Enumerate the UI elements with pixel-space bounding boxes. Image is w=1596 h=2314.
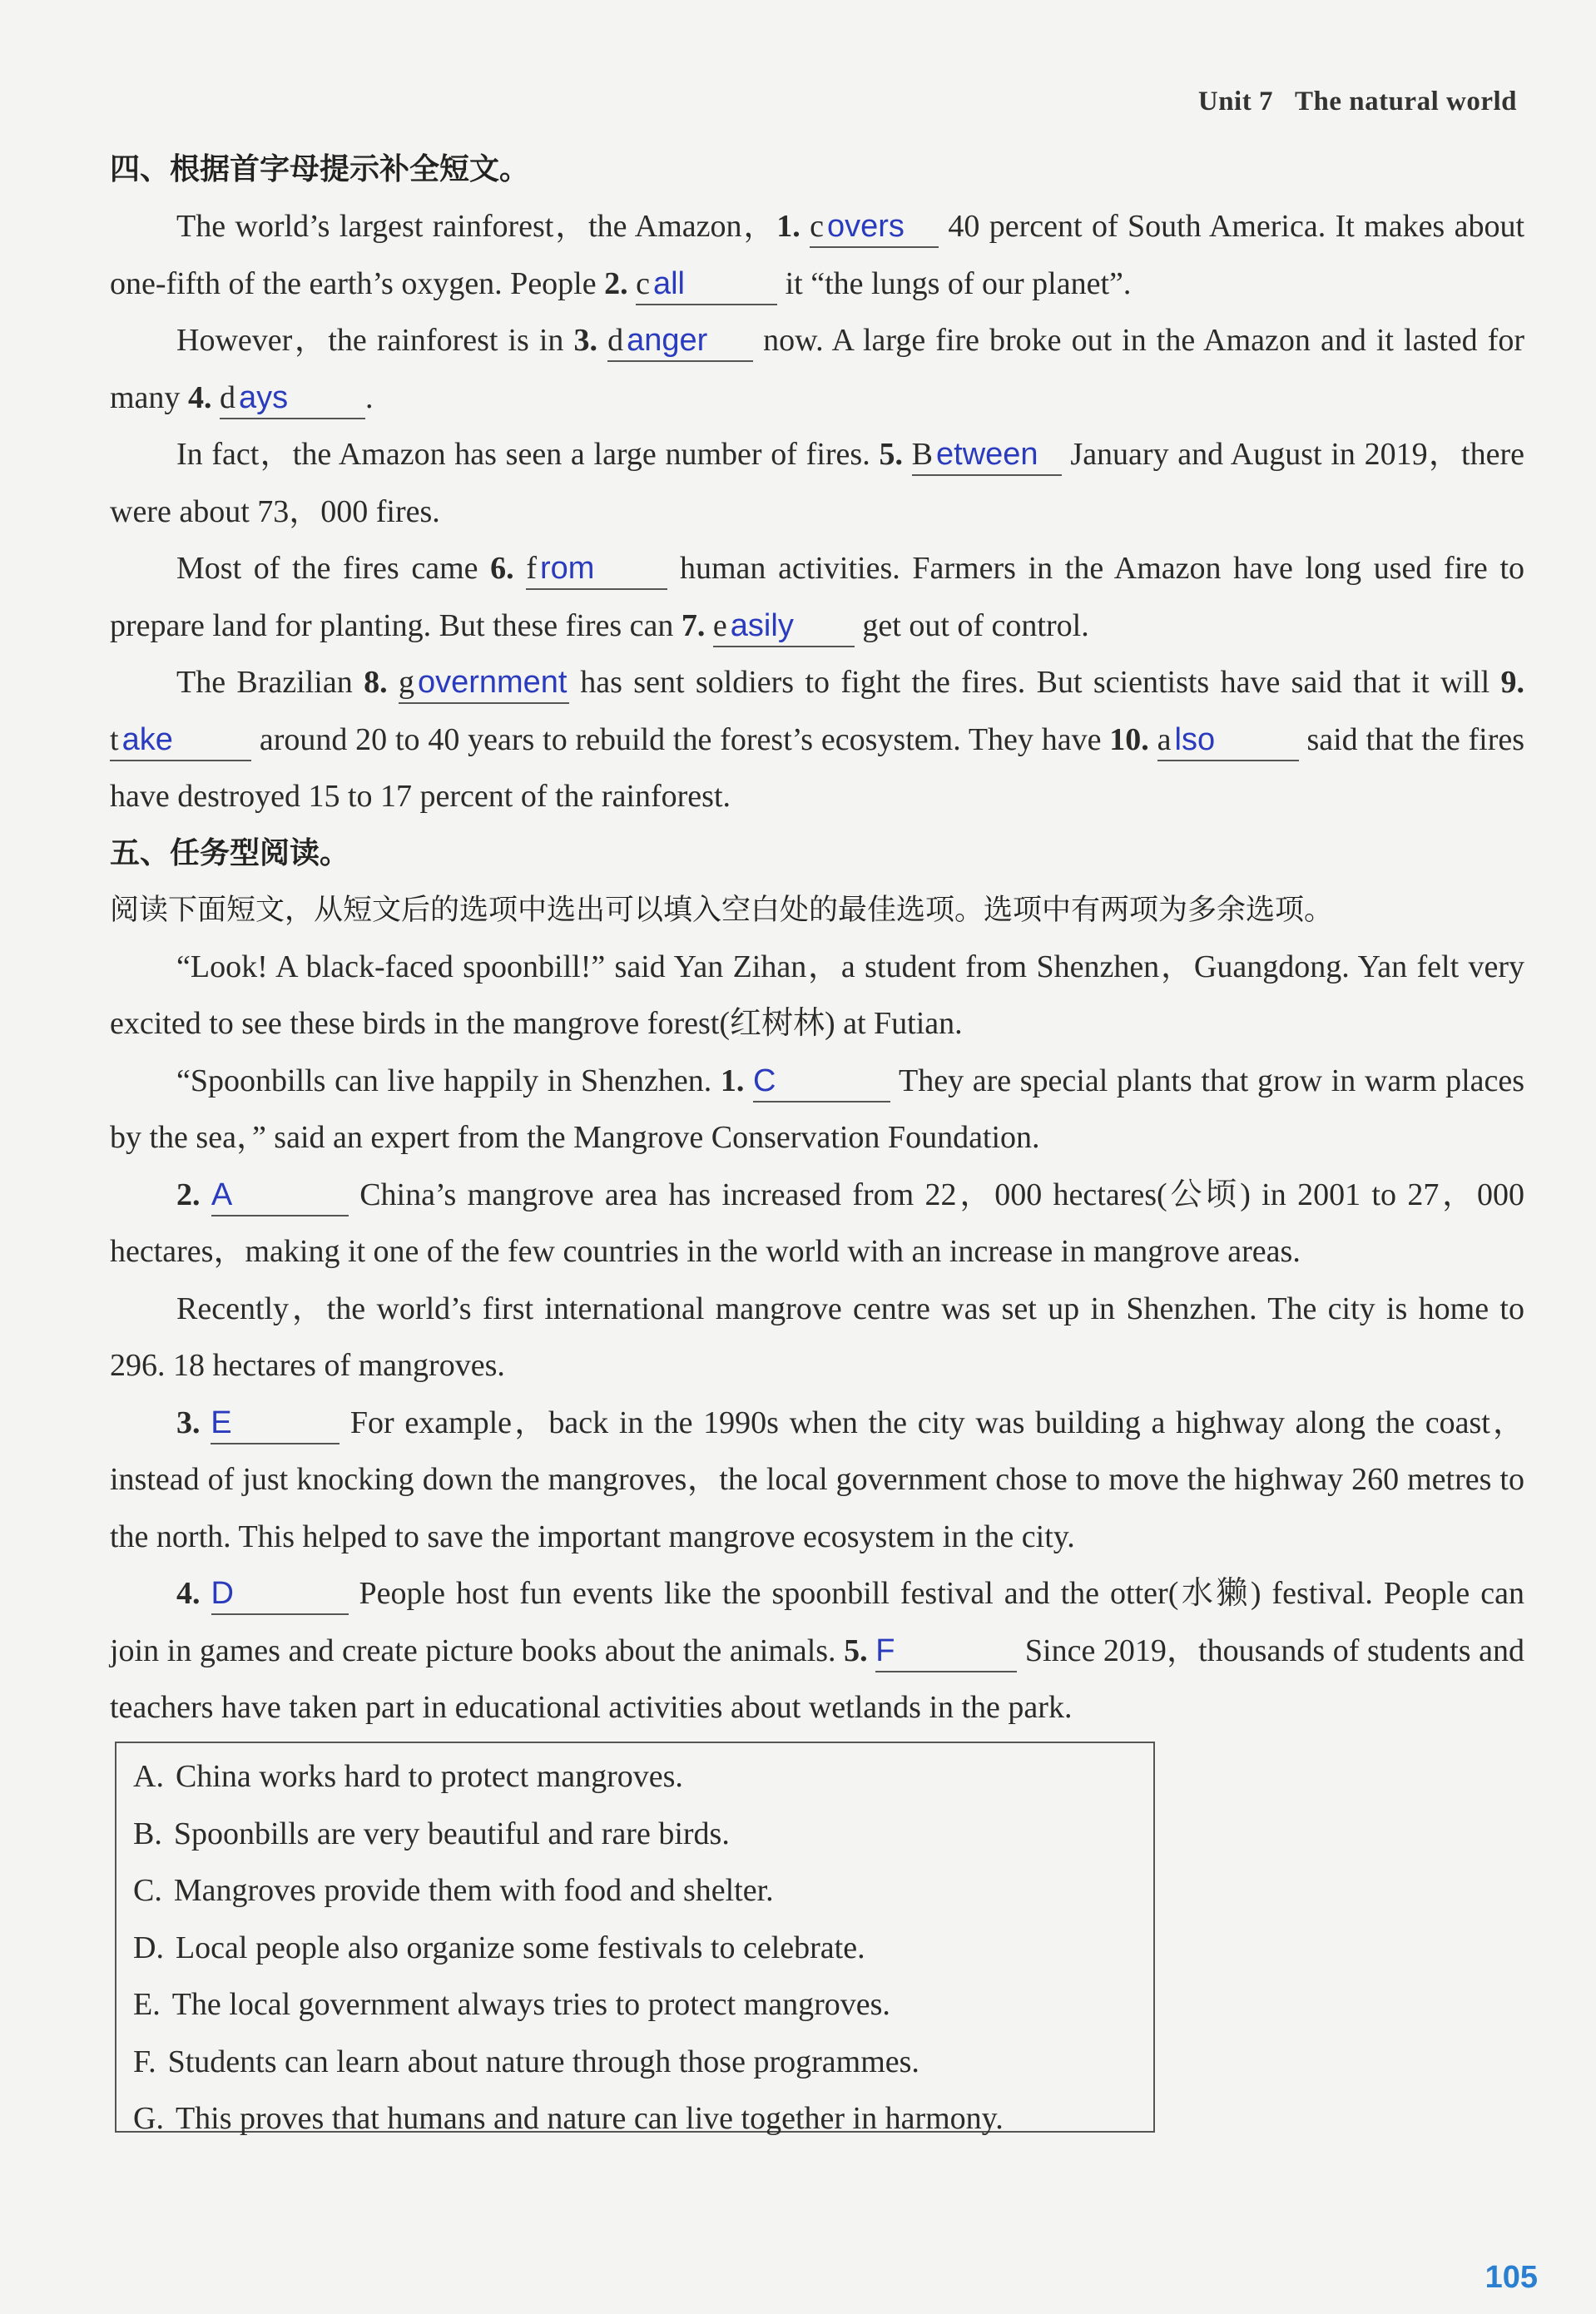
section-5-instruction: 阅读下面短文，从短文后的选项中选出可以填入空白处的最佳选项。选项中有两项为多余选项。 bbox=[110, 893, 1334, 927]
s4-paragraph-2: However，the rainforest is in 3. d anger now. A large fire broke out in the Amazon and it lasted for many 4. d ays . bbox=[110, 312, 1524, 426]
s5-paragraph-5: 3. E For example，back in the 1990s when the city was building a highway along the coast，instead of just knocking down the mangroves，the local government chose to move the highway 260 metres to the north. This helped to save the important mangrove ecosystem in the city. bbox=[110, 1405, 1525, 1554]
s4-blank-8: g overnment bbox=[399, 666, 569, 704]
s4-paragraph-5: The Brazilian 8. g overnment has sent soldiers to fight the fires. But scientists have said that it will 9. t ake around 20 to 40 years to rebuild the forest’s ecosystem. They have 10. a lso said that the fires have destroyed 15 to 17 percent of the rainforest. bbox=[110, 665, 1525, 814]
option-f: F. Students can learn about nature through those programmes. bbox=[133, 2044, 919, 2079]
handwritten-answer: etween bbox=[936, 437, 1038, 472]
s4-blank-10: a lso bbox=[1157, 723, 1299, 761]
handwritten-answer: ake bbox=[121, 721, 173, 757]
s5-blank-5 bbox=[875, 1634, 1017, 1672]
s5-paragraph-6: 4. D People host fun events like the spoonbill festival and the otter(水獭) festival. People can join in games and create picture books about the animals. 5. F Since 2019，thousands of students and teachers have taken part in educational activities about wetlands in the park. bbox=[110, 1576, 1525, 1725]
option-d: D. Local people also organize some festivals to celebrate. bbox=[133, 1930, 865, 1965]
handwritten-answer: F bbox=[875, 1633, 895, 1668]
s4-blank-7: e asily bbox=[713, 609, 855, 647]
handwritten-answer: D bbox=[211, 1576, 234, 1611]
s5-paragraph-3: 2. A China’s mangrove area has increased from 22，000 hectares(公顷) in 2001 to 27，000 hectares，making it one of the few countries in the world with an increase in mangrove areas. bbox=[110, 1177, 1525, 1269]
s5-paragraph-4: Recently，the world’s first international mangrove centre was set up in Shenzhen. The city is home to 296. 18 hectares of mangroves. bbox=[110, 1291, 1524, 1383]
s5-blank-1 bbox=[753, 1064, 890, 1102]
handwritten-answer: A bbox=[211, 1177, 233, 1212]
s4-blank-4: d ays bbox=[220, 381, 365, 419]
s4-blank-3: d anger bbox=[607, 324, 753, 362]
s5-blank-2 bbox=[211, 1178, 349, 1216]
s4-blank-5: B etween bbox=[912, 438, 1062, 476]
handwritten-answer: anger bbox=[627, 323, 708, 358]
handwritten-answer: C bbox=[753, 1063, 776, 1098]
s4-blank-1: c overs bbox=[810, 210, 939, 248]
s5-paragraph-1: “Look! A black-faced spoonbill!” said Yan Zihan，a student from Shenzhen，Guangdong. Yan felt very excited to see these birds in the mangrove forest(红树林) at Futian. bbox=[110, 949, 1524, 1041]
handwritten-answer: ays bbox=[238, 379, 289, 415]
handwritten-answer: lso bbox=[1174, 721, 1216, 757]
handwritten-answer: asily bbox=[730, 607, 794, 643]
handwritten-answer: overs bbox=[826, 209, 905, 244]
unit-title: The natural world bbox=[1294, 87, 1517, 116]
s4-paragraph-1: The world’s largest rainforest，the Amazon，1. c overs 40 percent of South America. It makes about one-fifth of the earth’s oxygen. People 2. c all it “the lungs of our planet”. bbox=[110, 198, 1524, 312]
s5-blank-3 bbox=[211, 1406, 340, 1444]
page-content bbox=[110, 141, 1524, 1737]
handwritten-answer: E bbox=[211, 1405, 232, 1440]
handwritten-answer: overnment bbox=[417, 665, 568, 700]
s4-blank-2: c all bbox=[636, 267, 777, 305]
s4-blank-6: f rom bbox=[526, 552, 667, 590]
options-box bbox=[115, 1742, 1155, 2136]
s5-blank-4 bbox=[211, 1577, 349, 1615]
section-5-title: 五、任务型阅读。 bbox=[110, 835, 350, 870]
s4-blank-9: t ake bbox=[110, 723, 251, 761]
page-number: 105 bbox=[1484, 2260, 1538, 2295]
page-header bbox=[1198, 87, 1517, 117]
section-4-title: 四、根据首字母提示补全短文。 bbox=[110, 152, 530, 186]
handwritten-answer: rom bbox=[539, 551, 595, 586]
s4-paragraph-4: Most of the fires came 6. f rom human activities. Farmers in the Amazon have long used fire to prepare land for planting. But these fires can 7. e asily get out of control. bbox=[110, 540, 1524, 654]
option-c: C. Mangroves provide them with food and shelter. bbox=[133, 1873, 774, 1908]
s4-paragraph-3: In fact，the Amazon has seen a large number of fires. 5. B etween January and August in 2019，there were about 73，000 fires. bbox=[110, 437, 1525, 529]
option-g: G. This proves that humans and nature can live together in harmony. bbox=[133, 2101, 1004, 2136]
option-e: E. The local government always tries to protect mangroves. bbox=[133, 1987, 890, 2022]
handwritten-answer: all bbox=[652, 265, 686, 301]
option-b: B. Spoonbills are very beautiful and rare birds. bbox=[133, 1816, 730, 1851]
s5-paragraph-2: “Spoonbills can live happily in Shenzhen. 1. C They are special plants that grow in warm places by the sea，” said an expert from the Mangrove Conservation Foundation. bbox=[110, 1063, 1525, 1155]
unit-label: Unit 7 bbox=[1197, 87, 1273, 116]
option-a: A. China works hard to protect mangroves. bbox=[133, 1759, 683, 1794]
